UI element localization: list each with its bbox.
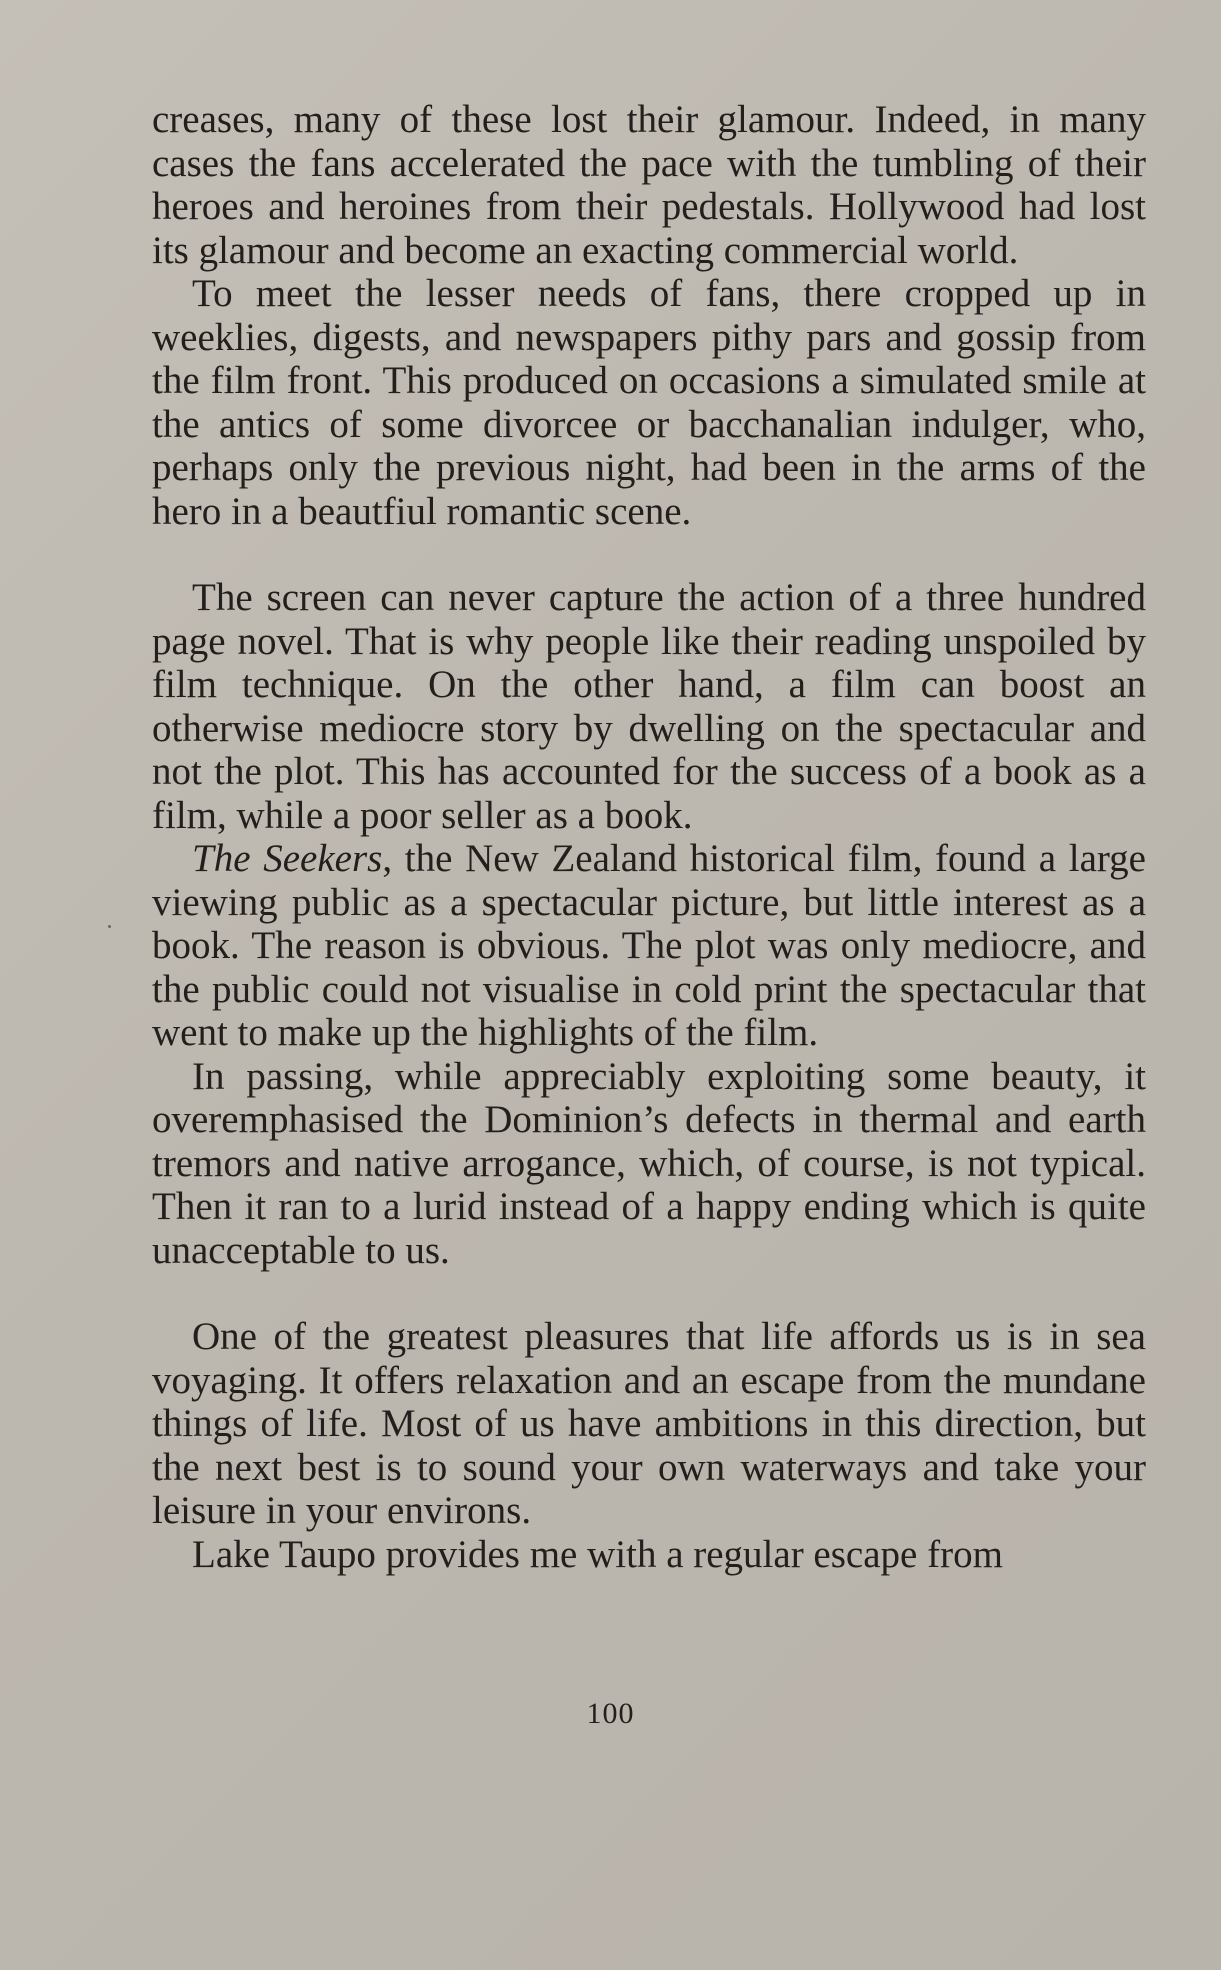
- paragraph-sea-voyaging: One of the greatest pleasures that life affords us is in sea voyaging. It offers relaxation and an escape from the mundane things of life. Most of us have ambitions in this direction, but the next best is to sound your own waterways and take your leisure in your environs.: [152, 1315, 1146, 1532]
- paragraph-screen-vs-novel: The screen can never capture the action of a three hundred page novel. That is why people like their reading unspoiled by film technique. On the other hand, a film can boost an otherwise mediocre story by dwelling on the spectacular and not the plot. This has accounted for the success of a book as a film, while a poor seller as a book.: [152, 576, 1146, 837]
- film-title: The Seekers: [192, 837, 383, 880]
- body-text: [152, 98, 1146, 1576]
- paper-speck: [108, 925, 111, 928]
- paragraph-lake-taupo: Lake Taupo provides me with a regular escape from: [192, 1532, 1003, 1576]
- paragraph-the-seekers-text: , the New Zealand historical film, found a large viewing public as a spectacular picture, but little interest as a book. The reason is obvious. The plot was only mediocre, and the public could not visualise in cold print the spectacular that went to make up the highlights of the film.: [152, 837, 1146, 1054]
- paragraph-dominion-defects: In passing, while appreciably exploiting some beauty, it overemphasised the Dominion’s defects in thermal and earth tremors and native arrogance, which, of course, is not typical. Then it ran to a lurid instead of a happy ending which is quite unacceptable to us.: [152, 1054, 1146, 1272]
- paragraph-fan-gossip: To meet the lesser needs of fans, there cropped up in weeklies, digests, and newspapers pithy pars and gossip from the film front. This produced on occasions a simulated smile at the antics of some divorcee or bacchanalian indulger, who, perhaps only the previous night, had been in the arms of the hero in a beautfiul romantic scene.: [152, 272, 1146, 533]
- page-number: 100: [586, 1697, 635, 1730]
- paragraph-the-seekers: [152, 837, 1146, 1055]
- paragraph-hollywood-glamour: creases, many of these lost their glamour. Indeed, in many cases the fans accelerated the pace with the tumbling of their heroes and heroines from their pedestals. Hollywood had lost its glamour and become an exacting commercial world.: [152, 98, 1146, 272]
